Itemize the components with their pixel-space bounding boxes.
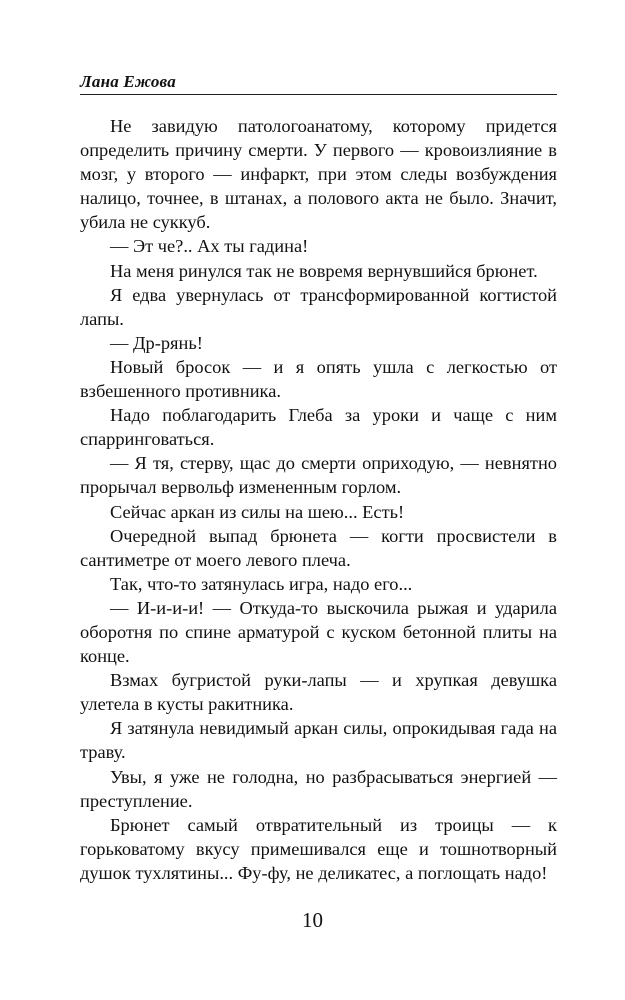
body-text [80, 114, 557, 885]
paragraph: Я едва увернулась от трансформированной когтистой лапы. [80, 284, 557, 329]
paragraph: На меня ринулся так не вовремя вернувшийся брюнет. [110, 260, 538, 281]
paragraph: — И-и-и-и! — Откуда-то выскочила рыжая и ударила оборотня по спине арматурой с куском бетонной плиты на конце. [80, 597, 557, 667]
paragraph: Очередной выпад брюнета — когти просвистели в сантиметре от моего левого плеча. [80, 525, 557, 570]
running-header [80, 70, 557, 96]
paragraph: Сейчас аркан из силы на шею... Есть! [110, 501, 405, 522]
paragraph: — Др-рянь! [110, 332, 203, 353]
author-name: Лана Ежова [80, 72, 176, 91]
paragraph: Не завидую патологоанатому, которому придется определить причину смерти. У первого — кровоизлияние в мозг, у второго — инфаркт, при этом следы возбуждения налицо, точнее, в штанах, а полового акта не было. Значит, убила не суккуб. [80, 116, 557, 233]
paragraph: Взмах бугристой руки-лапы — и хрупкая девушка улетела в кусты ракитника. [80, 670, 557, 715]
paragraph: Так, что-то затянулась игра, надо его... [110, 573, 413, 594]
paragraph: Новый бросок — и я опять ушла с легкостью от взбешенного противника. [80, 356, 557, 402]
header-rule [80, 94, 557, 95]
paragraph: Увы, я уже не голодна, но разбрасываться энергией — преступление. [80, 766, 557, 811]
paragraph: — Я тя, стерву, щас до смерти оприходую, — невнятно прорычал вервольф измененным горлом. [80, 453, 557, 498]
paragraph: Брюнет самый отвратительный из троицы — к горьковатому вкусу примешивался еще и тошнотворный душок тухлятины... Фу-фу, не деликатес, а поглощать надо! [80, 814, 557, 883]
page-number: 10 [302, 908, 323, 932]
paragraph: — Эт че?.. Ах ты гадина! [110, 236, 309, 257]
paragraph: Надо поблагодарить Глеба за уроки и чаще с ним спарринговаться. [80, 405, 557, 450]
paragraph: Я затянула невидимый аркан силы, опрокидывая гада на траву. [80, 718, 557, 763]
